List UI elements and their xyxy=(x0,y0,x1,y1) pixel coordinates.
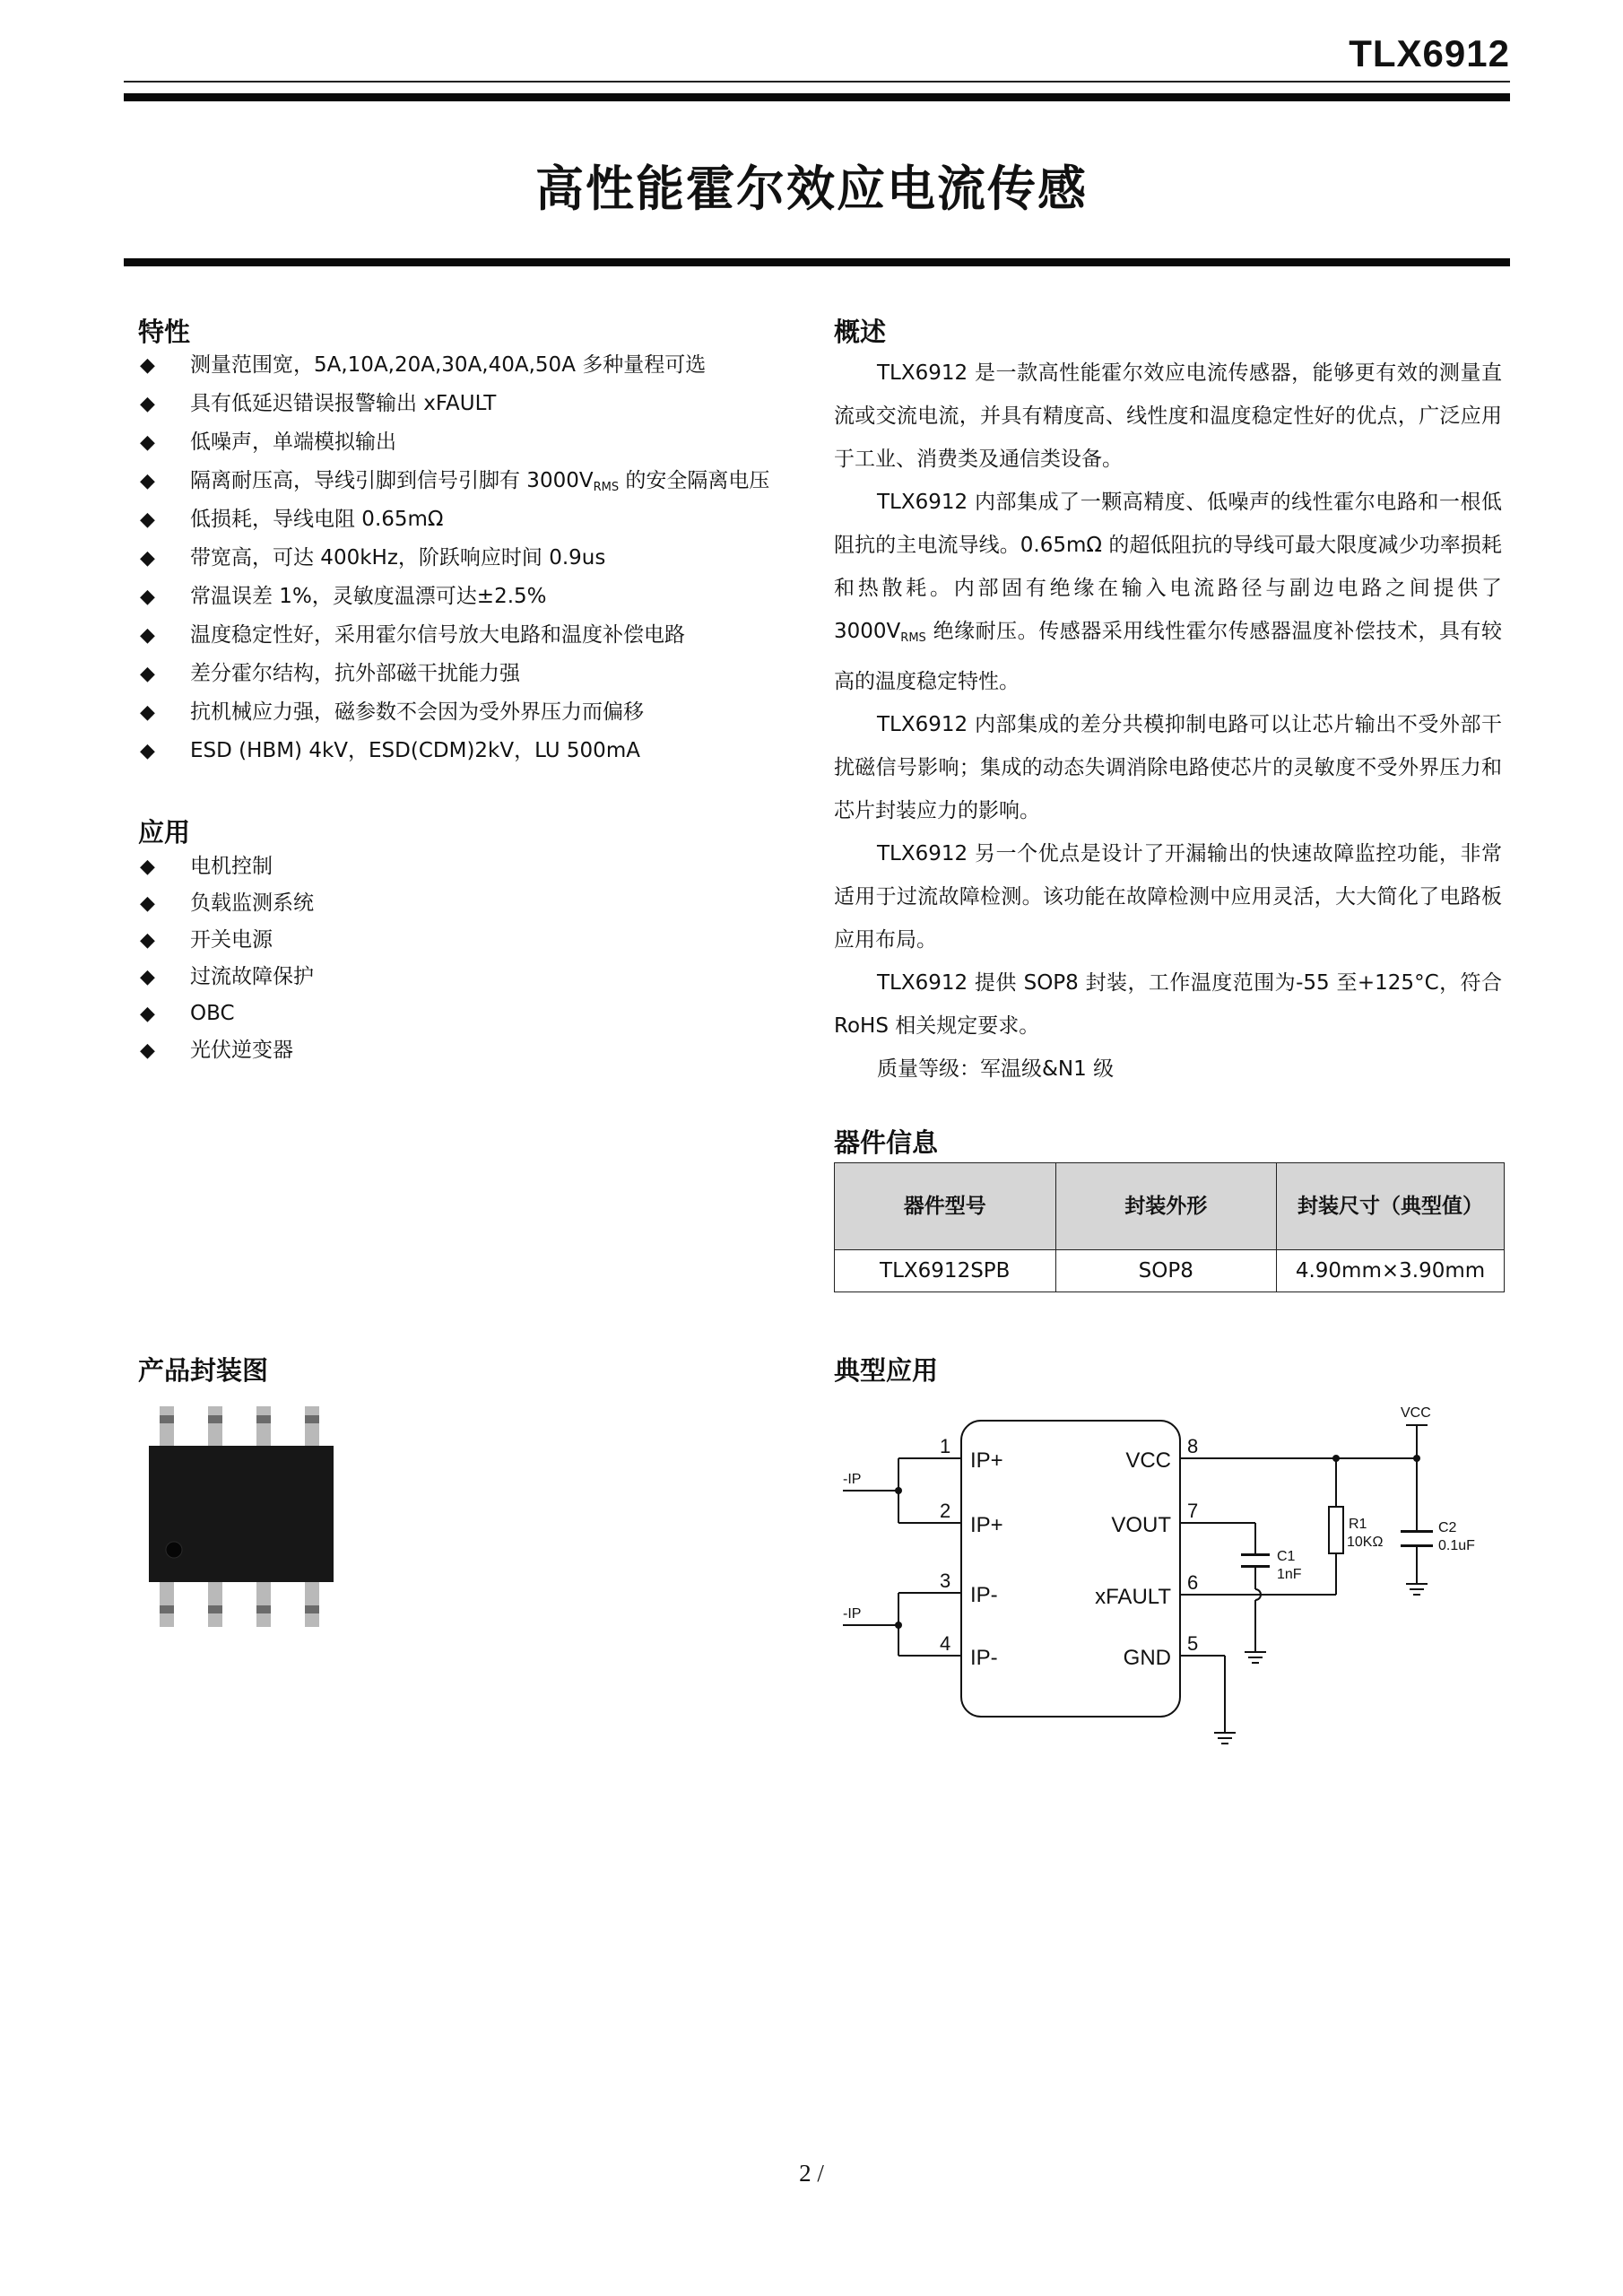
list-item: ◆ 具有低延迟错误报警输出 xFAULT xyxy=(133,385,769,423)
list-item: ◆ 开关电源 xyxy=(133,922,314,959)
list-item: ◆ 电机控制 xyxy=(133,848,314,885)
title-rule xyxy=(124,258,1510,266)
overview-heading: 概述 xyxy=(834,317,887,347)
bullet-diamond-icon: ◆ xyxy=(140,740,155,762)
bullet-diamond-icon: ◆ xyxy=(140,966,155,988)
list-item: ◆ 测量范围宽，5A,10A,20A,30A,40A,50A 多种量程可选 xyxy=(133,346,769,385)
bullet-diamond-icon: ◆ xyxy=(140,892,155,915)
bullet-diamond-icon: ◆ xyxy=(140,470,155,492)
typical-app-heading: 典型应用 xyxy=(834,1355,939,1386)
list-item: ◆ 过流故障保护 xyxy=(133,959,314,996)
bullet-diamond-icon: ◆ xyxy=(140,929,155,952)
bullet-diamond-icon: ◆ xyxy=(140,354,155,377)
list-item: ◆ 隔离耐压高，导线引脚到信号引脚有 $3000V_{RMS}$ 的安全隔离电压 xyxy=(133,462,769,500)
package-body xyxy=(149,1446,334,1582)
overview-paragraph-3: TLX6912 内部集成的差分共模抑制电路可以让芯片输出不受外部干扰磁信号影响；集成的动态失调消除电路使芯片的灵敏度不受外界压力和芯片封装应力的影响。 xyxy=(834,713,1502,822)
pin-number: 4 xyxy=(940,1632,951,1655)
device-info-heading: 器件信息 xyxy=(834,1127,939,1158)
ground-symbol-icon xyxy=(1214,1584,1428,1744)
pin-number: 2 xyxy=(940,1500,951,1522)
r1-name: R1 xyxy=(1349,1517,1367,1532)
list-item: ◆ 抗机械应力强，磁参数不会因为受外界压力而偏移 xyxy=(133,693,769,732)
overview-paragraph-1: TLX6912 是一款高性能霍尔效应电流传感器，能够更有效的测量直流或交流电流，并具有精度高、线性度和温度稳定性好的优点，广泛应用于工业、消费类及通信类设备。 xyxy=(834,361,1502,471)
pin-name: IP- xyxy=(970,1646,998,1670)
pin-number: 3 xyxy=(940,1570,951,1592)
applications-list xyxy=(133,848,314,1069)
header-rule-thick xyxy=(124,93,1510,101)
pin-number: 1 xyxy=(940,1435,951,1457)
r1-value: 10KΩ xyxy=(1347,1535,1384,1550)
bullet-diamond-icon: ◆ xyxy=(140,393,155,415)
device-info-table xyxy=(834,1162,1505,1292)
package-heading: 产品封装图 xyxy=(138,1355,269,1386)
pin-name: VOUT xyxy=(1111,1513,1171,1537)
bullet-diamond-icon: ◆ xyxy=(140,663,155,685)
overview-paragraph-5: TLX6912 提供 SOP8 封装，工作温度范围为-55 至+125°C，符合 RoHS 相关规定要求。 xyxy=(834,971,1502,1038)
pin1-marker-icon xyxy=(166,1542,182,1558)
list-item: ◆ 差分霍尔结构，抗外部磁干扰能力强 xyxy=(133,655,769,693)
table-row xyxy=(835,1250,1505,1292)
bullet-diamond-icon: ◆ xyxy=(140,1003,155,1025)
list-item: ◆ 温度稳定性好，采用霍尔信号放大电路和温度补偿电路 xyxy=(133,616,769,655)
typical-application-circuit xyxy=(834,1399,1506,1758)
pin-number: 6 xyxy=(1187,1571,1199,1594)
input-label: -IP xyxy=(843,1606,862,1622)
c1-value: 1nF xyxy=(1277,1567,1302,1582)
list-item: ◆ 常温误差 1%，灵敏度温漂可达±2.5% xyxy=(133,578,769,616)
overview-paragraph-6: 质量等级：军温级&N1 级 xyxy=(877,1057,1115,1081)
header-part-number: TLX6912 xyxy=(1349,32,1510,74)
table-cell: SOP8 xyxy=(1055,1250,1277,1292)
pin-number: 7 xyxy=(1187,1500,1199,1522)
pin-number: 5 xyxy=(1187,1632,1199,1655)
list-item: ◆ ESD (HBM) 4kV，ESD(CDM)2kV，LU 500mA xyxy=(133,732,769,770)
bullet-diamond-icon: ◆ xyxy=(140,856,155,878)
page-number: 2 / xyxy=(799,2160,824,2187)
package-bottom-leads xyxy=(160,1575,319,1627)
c2-value: 0.1uF xyxy=(1438,1538,1475,1553)
overview-paragraph-2: TLX6912 内部集成了一颗高精度、低噪声的线性霍尔电路和一根低阻抗的主电流导线。0.65mΩ 的超低阻抗的导线可最大限度减少功率损耗和热散耗。内部固有绝缘在输入电流路径与副边电路之间提供了 $3000V_{RMS}$ 绝缘耐压。传感器采用线性霍尔传感器温度补偿技术，具有较高的温度稳定特性。 xyxy=(834,491,1502,693)
list-item: ◆ 低噪声，单端模拟输出 xyxy=(133,423,769,462)
bullet-diamond-icon: ◆ xyxy=(140,509,155,531)
list-item: ◆ 负载监测系统 xyxy=(133,885,314,922)
bullet-diamond-icon: ◆ xyxy=(140,624,155,647)
applications-heading: 应用 xyxy=(138,817,191,848)
features-heading: 特性 xyxy=(138,317,191,347)
overview-paragraph-4: TLX6912 另一个优点是设计了开漏输出的快速故障监控功能，非常适用于过流故障检测。该功能在故障检测中应用灵活，大大简化了电路板应用布局。 xyxy=(834,842,1502,952)
bullet-diamond-icon: ◆ xyxy=(140,586,155,608)
pin-number: 8 xyxy=(1187,1435,1199,1457)
features-list xyxy=(133,346,769,770)
table-cell: TLX6912SPB xyxy=(835,1250,1056,1292)
bullet-diamond-icon: ◆ xyxy=(140,701,155,724)
page-title: 高性能霍尔效应电流传感 xyxy=(535,161,1088,217)
table-header-row xyxy=(835,1163,1505,1250)
header-rule-thin xyxy=(124,81,1510,83)
list-item: ◆ 光伏逆变器 xyxy=(133,1032,314,1069)
pin-name: IP- xyxy=(970,1583,998,1607)
pin-name: GND xyxy=(1123,1646,1171,1670)
pin-name: VCC xyxy=(1125,1448,1171,1473)
list-item: ◆ OBC xyxy=(133,996,314,1032)
bullet-diamond-icon: ◆ xyxy=(140,431,155,454)
sop8-package-image xyxy=(135,1397,350,1634)
table-header-cell: 封装外形 xyxy=(1055,1163,1277,1250)
pin-name: xFAULT xyxy=(1095,1585,1171,1609)
c2-name: C2 xyxy=(1438,1520,1457,1535)
list-item: ◆ 低损耗，导线电阻 0.65mΩ xyxy=(133,500,769,539)
overview-body xyxy=(834,352,1502,1091)
pin-name: IP+ xyxy=(970,1448,1003,1473)
vcc-label: VCC xyxy=(1401,1405,1431,1421)
list-item: ◆ 带宽高，可达 400kHz，阶跃响应时间 0.9us xyxy=(133,539,769,578)
c1-name: C1 xyxy=(1277,1549,1296,1564)
pin-name: IP+ xyxy=(970,1513,1003,1537)
table-header-cell: 器件型号 xyxy=(835,1163,1056,1250)
table-cell: 4.90mm×3.90mm xyxy=(1277,1250,1505,1292)
bullet-diamond-icon: ◆ xyxy=(140,547,155,570)
bullet-diamond-icon: ◆ xyxy=(140,1039,155,1062)
table-header-cell: 封装尺寸（典型值） xyxy=(1277,1163,1505,1250)
input-label: -IP xyxy=(843,1472,862,1487)
